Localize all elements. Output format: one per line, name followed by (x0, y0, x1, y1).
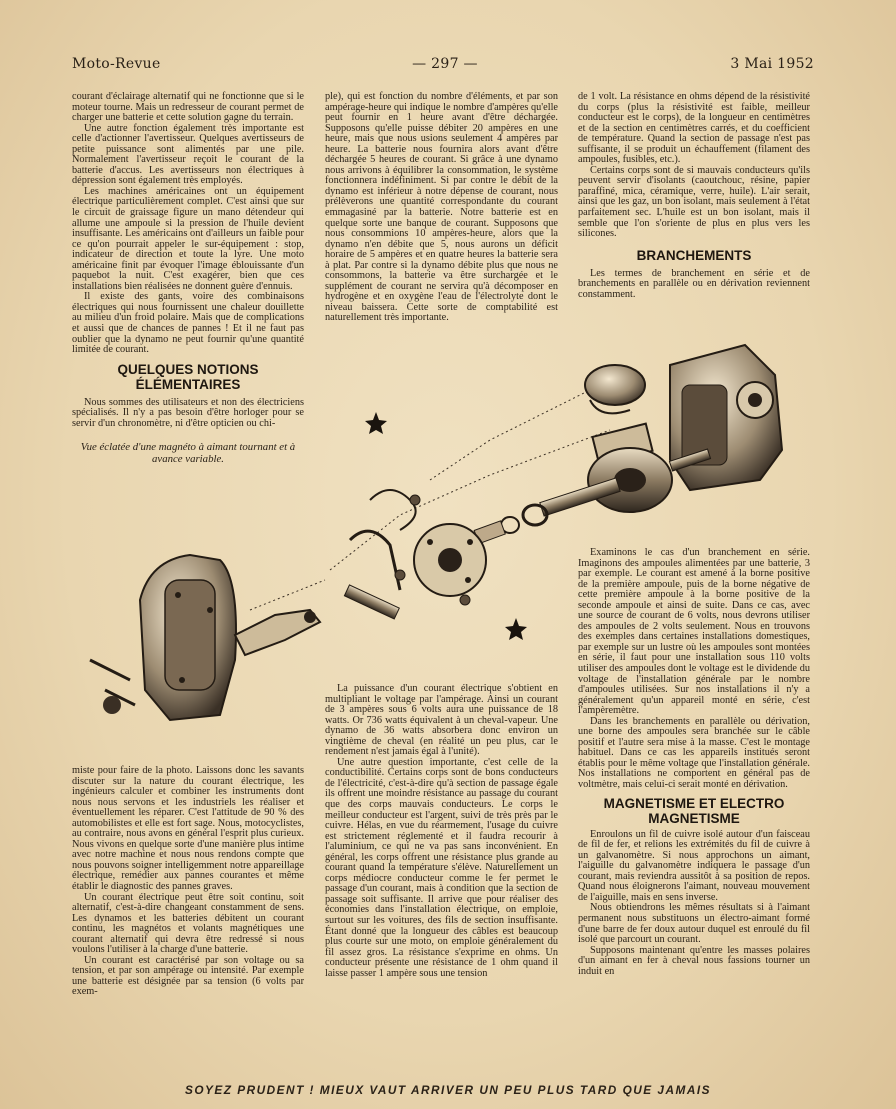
paragraph: Nous obtiendrons les mêmes résultats si à l'aimant permanent nous substituons un électro-aimant formé d'une barre de fer doux autour duquel est enroulé du fil isolé que parcourt un courant. (578, 902, 810, 946)
advance-disc-part (414, 524, 486, 596)
spring-part (370, 490, 416, 530)
paragraph: Un courant électrique peut être soit continu, soit alternatif, c'est-à-dire changeant constamment de sens. Les dynamos et les batteries débitent un courant continu, les magnétos et volants magnétiques une courant alternatif qui devra être redressé si nous voulons l'utiliser à la charge d'une batterie. (72, 891, 304, 956)
paragraph: courant d'éclairage alternatif qui ne fonctionne que si le moteur tourne. Mais un redresseur de courant permet de charger une batterie et cette solution gagne du terrain. (72, 91, 304, 124)
paragraph: Un courant est caractérisé par son voltage ou sa tension, et par son ampérage ou intensité. Par exemple une batterie est désignée par sa tension (6 volts par exem- (72, 954, 304, 998)
column-2-bottom (325, 684, 558, 979)
lever-part (350, 531, 400, 590)
paragraph: Enroulons un fil de cuivre isolé autour d'un faisceau de fil de fer, et relions les extrémités du fil de cuivre à un galvanomètre. Si nous approchons un aimant, l'aiguille du galvanomètre indiquera le passage d'un courant, mais reviendra aussitôt à sa position de repos. Quand nous éloignerons l'aimant, nouveau mouvement de l'aiguille, mais en sens inverse. (578, 828, 810, 903)
column-3-top (578, 92, 810, 300)
column-3-bottom (578, 548, 810, 977)
paragraph: Les termes de branchement en série et de branchements en parallèle ou en dérivation reviennent constamment. (578, 267, 810, 300)
paragraph: Examinons le cas d'un branchement en série. Imaginons des ampoules alimentées par une batterie, 3 par exemple. Le courant est amené à la borne positive de la première ampoule, puis de la borne négative de cette première ampoule à la borne positive de la seconde ampoule et ainsi de suite. Dans ce cas, avec une source de courant de 6 volts, nous devrons utiliser des ampoules de 2 volts seulement. Nous en trouvons des exemples dans certaines installations domestiques, par exemple sur un lustre où les ampoules sont montées en série, il faut pour une installation sous 110 volts utiliser des ampoules dont le voltage est le dividende du voltage de l'installation générale par le nombre d'ampoules utilisées. Sur nos installations il n'y a généralement qu'un appareil monté en série, c'est l'ampèremètre. (578, 547, 810, 717)
pin-part (90, 660, 130, 680)
paragraph: de 1 volt. La résistance en ohms dépend de la résistivité du corps (plus la résistivité est faible, meilleur conducteur est le corps), de la longueur en centimètres et de la section en centimètres carrés, et du coefficient de température. Quand la section de passage n'est pas suffisante, il se produit un échauffement (filament des ampoules, fusibles, etc.). (578, 91, 810, 166)
column-2-top (325, 92, 558, 324)
paragraph: Une autre fonction également très importante est celle d'actionner l'avertisseur. Quelques avertisseurs de petite puissance sont alimentés par une pile. Normalement l'avertisseur reçoit le courant de la batterie d'accus. Les avertisseurs non électriques à dépression sont également très employés. (72, 122, 304, 187)
section-heading-branchements: BRANCHEMENTS (636, 247, 752, 263)
issue-date: 3 Mai 1952 (730, 56, 814, 72)
paragraph: Une autre question importante, c'est celle de la conductibilité. Certains corps sont de bons conducteurs de l'électricité, c'est-à-dire qu'à section de passage égale ils offrent une moindre résistance au passage du courant que des corps mauvais conducteurs. Le corps le meilleur conducteur est l'argent, suivi de très près par le cuivre. Hélas, en vue du réarmement, l'usage du cuivre est strictement réglementé et il faudra recourir à l'aluminium, ce qui ne va pas sans inconvénient. En général, les corps offrent une résistance plus grande au courant quand la température s'élève. Naturellement un corps médiocre conducteur comme le fer permet le passage d'un courant, mais à condition que la section de passage soit suffisante. Il arrive que pour réaliser des économies dans l'installation électrique, on emploie, surtout sur les voitures, des fils de section insuffisante. Étant donné que la longueur des câbles est beaucoup plus courte sur une moto, on emploie généralement du fil assez gros. La résistance s'exprime en ohms. Un conducteur présente une résistance de 1 ohm quand il laisse passer 1 ampère sous une tension (325, 756, 558, 979)
paragraph: Certains corps sont de si mauvais conducteurs qu'ils peuvent servir d'isolants (caoutchouc, résine, papier paraffiné, mica, céramique, verre, huile). L'air serait, ainsi que les gaz, un bon isolant, mais seulement à l'état parfaitement sec. L'huile est un bon isolant, mais il semble que l'on s'oriente de plus en plus vers les silicones. (578, 164, 810, 240)
bolt-part (344, 585, 399, 619)
paragraph: Il existe des gants, voire des combinaisons électriques qui nous fournissent une chaleur douillette au milieu d'un froid polaire. Mais que de complications et aussi que de chances de pannes ! Et il ne faut pas oublier que la dynamo ne peut fournir qu'une quantité limitée de courant. (72, 291, 304, 356)
journal-name: Moto-Revue (72, 56, 161, 72)
paragraph: Dans les branchements en parallèle ou dérivation, une borne des ampoules sera branchée sur le câble positif et l'autre sera mise à la masse. C'est le montage habituel. Dans ce cas les appareils institués seront établis pour le même voltage que l'installation générale. Nos installations ne comportent en général pas de voltmètre, mais celui-ci serait monté en dérivation. (578, 715, 810, 791)
magneto-housing-left (140, 555, 236, 720)
knob-part (103, 696, 121, 714)
magneto-housing-right (670, 345, 782, 490)
section-heading-magnetisme: MAGNETISME ET ELECTRO MAGNETISME (603, 795, 785, 826)
star-ornament (365, 412, 387, 434)
screw-part (410, 495, 420, 505)
paragraph: Supposons maintenant qu'entre les masses polaires d'un aimant en fer à cheval nous fassions tourner un induit en (578, 944, 810, 977)
paragraph: Nous sommes des utilisateurs et non des électriciens spécialisés. Il n'y a pas besoin d'être horloger pour se servir d'un chronomètre, ni d'être opticien ou chi- (72, 396, 304, 429)
paragraph: miste pour faire de la photo. Laissons donc les savants discuter sur la nature du courant électrique, les ingénieurs calculer et combiner les instruments dont nous nous servons et les industriels les réaliser et éventuellement les réparer. C'est l'attitude de 90 % des automobilistes et elle est fort sage. Nous, motocyclistes, au contraire, nous avons en général l'esprit plus curieux. Nous vivons en quelque sorte d'une manière plus intime avec notre machine et nous nous rendons compte que nous pouvons soigner intelligemment notre appareillage électrique, remédier aux pannes courantes et même établir le diagnostic des pannes graves. (72, 765, 304, 893)
paragraph: La puissance d'un courant électrique s'obtient en multipliant le voltage par l'ampérage. Ainsi un courant de 3 ampères sous 6 volts aura une puissance de 18 watts. Or 736 watts équivalent à un cheval-vapeur. Une dynamo de 36 watts absorbera donc environ un vingtième de cheval (en réalité un peu plus, car le rendement n'est jamais égal à l'unité). (325, 683, 558, 758)
screw-part (395, 570, 405, 580)
page-number: — 297 — (412, 56, 478, 72)
screw-part (460, 595, 470, 605)
cap-part (585, 365, 645, 413)
figure-caption: Vue éclatée d'une magnéto à aimant tournant et à avance variable. (80, 441, 296, 466)
column-1-bottom (72, 766, 304, 998)
section-heading-notions: QUELQUES NOTIONS ÉLÉMENTAIRES (117, 361, 259, 392)
breaker-arm-part (235, 610, 320, 655)
paragraph: Les machines américaines ont un équipement électrique particulièrement complet. C'est ainsi que sur le circuit de graissage figure un mano détendeur qui allume une ampoule si la pression de l'huile devient insuffisante. Les américains ont d'ailleurs un faible pour ce qu'on pourrait appeler le sur-équipement : stop, indicateur de direction et toute la lyre. Une moto américaine finit par évoquer l'image éblouissante d'un paquebot la nuit. C'est exagérer, bien que ces installations bien réalisées ne donnent guère d'ennuis. (72, 185, 304, 292)
footer-slogan: SOYEZ PRUDENT ! MIEUX VAUT ARRIVER UN PEU PLUS TARD QUE JAMAIS (184, 1083, 712, 1097)
paragraph: ple), qui est fonction du nombre d'éléments, et par son ampérage-heure qui indique le nombre d'ampères qu'elle peut fournir en 1 heure avant d'être déchargée. Supposons qu'elle puisse débiter 20 ampères en une heure, mais que nous usions seulement 4 ampères par heure. La batterie nous fournira alors avant d'être déchargée 5 heures de courant. Si grâce à une dynamo nous arrivons à équilibrer la consommation, le système fonctionnera indéfiniment. Si par contre le débit de la dynamo est inférieur à notre dépense de courant, nous prélèverons une quantité correspondante du courant emmagasiné par la batterie. Notre batterie est en quelque sorte une banque de courant. Supposons que nous consommions 10 ampères-heure, alors que la dynamo n'en débite que 5, nous aurons un déficit horaire de 5 ampères et en quatre heures la batterie sera à plat. Par contre si la dynamo débite plus que nous ne consommons, la batterie va être surchargée et le supplément de courant ne servira qu'à décomposer en hydrogène et en oxygène l'eau de l'électrolyte dont le niveau baissera. Cette sorte de comptabilité est naturellement très importante. (325, 91, 559, 324)
star-ornament (505, 618, 527, 640)
